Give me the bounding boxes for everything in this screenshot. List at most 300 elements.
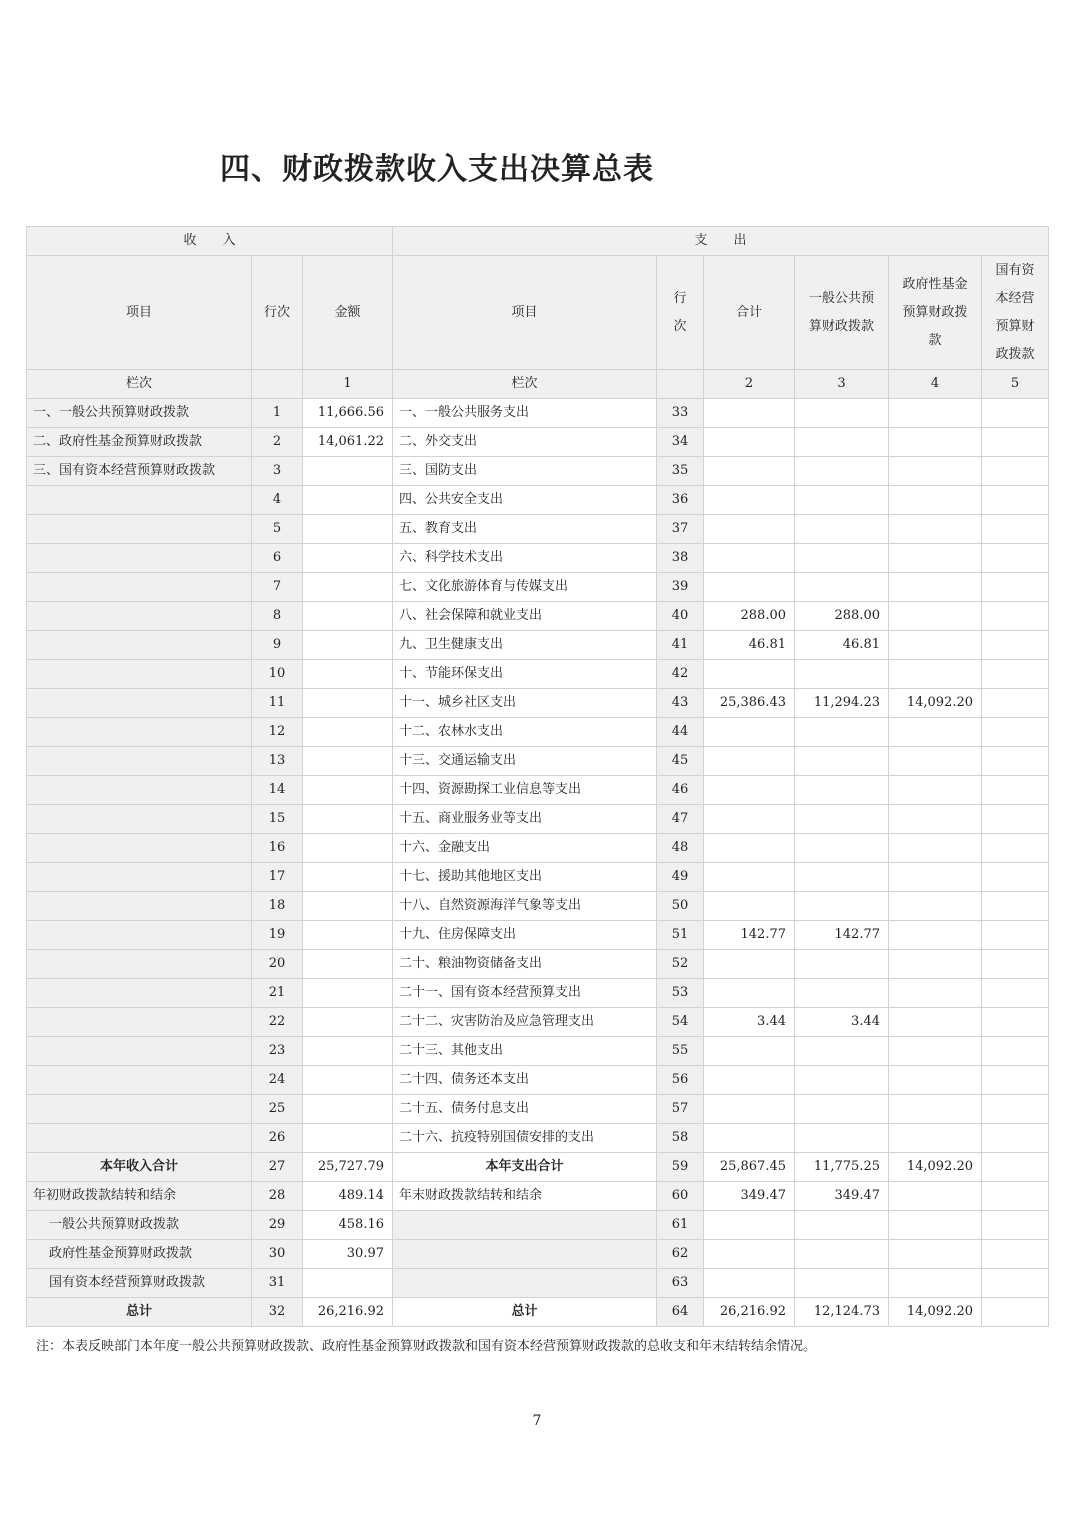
- table-footnote: 注：本表反映部门本年度一般公共预算财政拨款、政府性基金预算财政拨款和国有资本经营预算财政拨款的总收支和年末结转结余情况。: [36, 1339, 817, 1354]
- expense-item-cell: 七、文化旅游体育与传媒支出: [393, 573, 657, 602]
- expense-item-cell: [393, 1269, 657, 1298]
- gov-fund-amount-cell: [889, 1066, 982, 1095]
- income-item-cell: 本年收入合计: [27, 1153, 252, 1182]
- expense-total-cell: [704, 515, 795, 544]
- general-budget-amount-cell: 349.47: [795, 1182, 889, 1211]
- income-amount-cell: [303, 1037, 393, 1066]
- expense-total-cell: [704, 805, 795, 834]
- income-line-cell: 9: [252, 631, 303, 660]
- state-capital-amount-cell: [982, 486, 1049, 515]
- gov-fund-amount-cell: [889, 1008, 982, 1037]
- state-capital-amount-cell: [982, 428, 1049, 457]
- table-row: [27, 486, 1049, 515]
- income-amount-cell: [303, 544, 393, 573]
- gov-fund-amount-cell: [889, 631, 982, 660]
- gov-fund-amount-cell: [889, 428, 982, 457]
- income-amount-cell: [303, 805, 393, 834]
- income-amount-cell: [303, 1066, 393, 1095]
- general-budget-amount-cell: 3.44: [795, 1008, 889, 1037]
- income-amount-cell: [303, 776, 393, 805]
- expense-line-cell: 48: [657, 834, 704, 863]
- state-capital-amount-cell: [982, 515, 1049, 544]
- general-budget-amount-cell: [795, 834, 889, 863]
- expense-total-cell: [704, 892, 795, 921]
- general-budget-amount-cell: [795, 718, 889, 747]
- expense-total-cell: [704, 428, 795, 457]
- expense-total-cell: [704, 573, 795, 602]
- expense-item-header: 项目: [393, 256, 657, 370]
- state-capital-amount-cell: [982, 1269, 1049, 1298]
- expense-line-cell: 42: [657, 660, 704, 689]
- gov-fund-amount-cell: 14,092.20: [889, 1153, 982, 1182]
- gov-fund-amount-cell: [889, 1269, 982, 1298]
- column-index-label: 栏次: [27, 370, 252, 399]
- general-budget-amount-cell: [795, 1124, 889, 1153]
- table-row: [27, 950, 1049, 979]
- expense-line-cell: 43: [657, 689, 704, 718]
- expense-item-cell: 十九、住房保障支出: [393, 921, 657, 950]
- expense-total-cell: [704, 834, 795, 863]
- expense-line-cell: 64: [657, 1298, 704, 1327]
- expense-total-cell: [704, 747, 795, 776]
- expense-total-cell: 288.00: [704, 602, 795, 631]
- income-item-cell: [27, 892, 252, 921]
- expense-item-cell: 十六、金融支出: [393, 834, 657, 863]
- income-item-cell: [27, 1008, 252, 1037]
- income-line-cell: 2: [252, 428, 303, 457]
- income-item-cell: [27, 718, 252, 747]
- state-capital-amount-cell: [982, 573, 1049, 602]
- general-budget-amount-cell: [795, 399, 889, 428]
- income-line-cell: 27: [252, 1153, 303, 1182]
- general-budget-amount-cell: [795, 1240, 889, 1269]
- income-amount-cell: 26,216.92: [303, 1298, 393, 1327]
- expense-item-cell: 十八、自然资源海洋气象等支出: [393, 892, 657, 921]
- income-line-cell: 31: [252, 1269, 303, 1298]
- expense-total-header: 合计: [704, 256, 795, 370]
- general-budget-amount-cell: [795, 1269, 889, 1298]
- header-row-column-index: [27, 370, 1049, 399]
- expense-total-cell: [704, 457, 795, 486]
- income-amount-cell: [303, 747, 393, 776]
- expense-total-cell: [704, 718, 795, 747]
- income-line-cell: 6: [252, 544, 303, 573]
- income-line-cell: 10: [252, 660, 303, 689]
- income-item-cell: [27, 602, 252, 631]
- general-budget-amount-cell: [795, 776, 889, 805]
- general-budget-amount-cell: [795, 1066, 889, 1095]
- expense-line-cell: 33: [657, 399, 704, 428]
- income-amount-cell: [303, 1008, 393, 1037]
- gov-fund-amount-cell: [889, 863, 982, 892]
- expense-line-cell: 62: [657, 1240, 704, 1269]
- income-line-cell: 29: [252, 1211, 303, 1240]
- income-line-cell: 21: [252, 979, 303, 1008]
- state-capital-amount-cell: [982, 747, 1049, 776]
- state-capital-amount-cell: [982, 921, 1049, 950]
- general-budget-amount-cell: 288.00: [795, 602, 889, 631]
- income-amount-cell: [303, 602, 393, 631]
- state-capital-amount-cell: [982, 1095, 1049, 1124]
- table-row: [27, 457, 1049, 486]
- income-amount-cell: [303, 515, 393, 544]
- table-row: [27, 1124, 1049, 1153]
- expense-section-header: 支 出: [393, 227, 1049, 256]
- expense-line-cell: 58: [657, 1124, 704, 1153]
- state-capital-amount-cell: [982, 1240, 1049, 1269]
- header-row-columns: [27, 256, 1049, 370]
- income-line-cell: 13: [252, 747, 303, 776]
- state-capital-amount-cell: [982, 689, 1049, 718]
- gov-fund-amount-cell: [889, 1124, 982, 1153]
- gov-fund-amount-cell: [889, 747, 982, 776]
- income-item-cell: [27, 747, 252, 776]
- state-capital-amount-cell: [982, 834, 1049, 863]
- income-line-cell: 11: [252, 689, 303, 718]
- income-amount-cell: [303, 921, 393, 950]
- income-amount-cell: 489.14: [303, 1182, 393, 1211]
- expense-total-cell: [704, 863, 795, 892]
- gov-fund-amount-cell: [889, 776, 982, 805]
- general-budget-amount-cell: 12,124.73: [795, 1298, 889, 1327]
- table-row: [27, 1037, 1049, 1066]
- expense-item-cell: 十三、交通运输支出: [393, 747, 657, 776]
- expense-line-cell: 37: [657, 515, 704, 544]
- gov-fund-amount-cell: [889, 1240, 982, 1269]
- expense-total-cell: 349.47: [704, 1182, 795, 1211]
- table-row: [27, 1066, 1049, 1095]
- income-item-cell: [27, 776, 252, 805]
- gov-fund-amount-cell: [889, 399, 982, 428]
- income-line-cell: 24: [252, 1066, 303, 1095]
- income-amount-cell: [303, 863, 393, 892]
- income-amount-cell: [303, 950, 393, 979]
- expense-total-cell: [704, 1240, 795, 1269]
- expense-total-cell: [704, 1269, 795, 1298]
- table-row: [27, 863, 1049, 892]
- income-item-header: 项目: [27, 256, 252, 370]
- gov-fund-amount-cell: [889, 544, 982, 573]
- gov-fund-amount-cell: [889, 1211, 982, 1240]
- income-item-cell: [27, 834, 252, 863]
- expense-line-cell: 40: [657, 602, 704, 631]
- column-index-4: 4: [889, 370, 982, 399]
- state-capital-amount-cell: [982, 1008, 1049, 1037]
- table-row: [27, 573, 1049, 602]
- general-budget-amount-cell: [795, 979, 889, 1008]
- income-item-cell: 一般公共预算财政拨款: [27, 1211, 252, 1240]
- income-amount-cell: [303, 979, 393, 1008]
- table-row: [27, 805, 1049, 834]
- table-row: [27, 1095, 1049, 1124]
- column-index-blank: [252, 370, 303, 399]
- table-row: [27, 892, 1049, 921]
- income-item-cell: [27, 573, 252, 602]
- gov-fund-amount-cell: [889, 1095, 982, 1124]
- income-amount-cell: [303, 892, 393, 921]
- general-budget-amount-cell: [795, 1095, 889, 1124]
- state-capital-header: 国有资本经营预算财政拨款: [982, 256, 1049, 370]
- income-amount-cell: 14,061.22: [303, 428, 393, 457]
- gov-fund-amount-cell: 14,092.20: [889, 689, 982, 718]
- gov-fund-header: 政府性基金预算财政拨款: [889, 256, 982, 370]
- income-item-cell: [27, 544, 252, 573]
- expense-item-cell: 二十三、其他支出: [393, 1037, 657, 1066]
- gov-fund-amount-cell: [889, 457, 982, 486]
- expense-line-cell: 35: [657, 457, 704, 486]
- table-row: [27, 631, 1049, 660]
- expense-item-cell: 十五、商业服务业等支出: [393, 805, 657, 834]
- expense-item-cell: 二十、粮油物资储备支出: [393, 950, 657, 979]
- expense-item-cell: 本年支出合计: [393, 1153, 657, 1182]
- subtotal-row: [27, 1153, 1049, 1182]
- state-capital-amount-cell: [982, 602, 1049, 631]
- general-budget-amount-cell: [795, 457, 889, 486]
- gov-fund-amount-cell: [889, 660, 982, 689]
- expense-total-cell: [704, 1066, 795, 1095]
- income-amount-cell: [303, 631, 393, 660]
- column-index-blank-expense: [657, 370, 704, 399]
- general-budget-amount-cell: 142.77: [795, 921, 889, 950]
- income-line-cell: 1: [252, 399, 303, 428]
- expense-item-cell: 六、科学技术支出: [393, 544, 657, 573]
- state-capital-amount-cell: [982, 457, 1049, 486]
- income-section-header: 收 入: [27, 227, 393, 256]
- expense-total-cell: [704, 399, 795, 428]
- income-item-cell: [27, 486, 252, 515]
- general-budget-header: 一般公共预算财政拨款: [795, 256, 889, 370]
- state-capital-amount-cell: [982, 776, 1049, 805]
- grand-total-row: [27, 1298, 1049, 1327]
- expense-item-cell: [393, 1240, 657, 1269]
- general-budget-amount-cell: [795, 1037, 889, 1066]
- income-line-cell: 22: [252, 1008, 303, 1037]
- expense-item-cell: 八、社会保障和就业支出: [393, 602, 657, 631]
- expense-total-cell: [704, 1037, 795, 1066]
- table-row: [27, 1211, 1049, 1240]
- income-amount-cell: 458.16: [303, 1211, 393, 1240]
- fiscal-appropriation-table: [26, 226, 1049, 1327]
- general-budget-amount-cell: [795, 660, 889, 689]
- expense-item-cell: 年末财政拨款结转和结余: [393, 1182, 657, 1211]
- expense-item-cell: 二十四、债务还本支出: [393, 1066, 657, 1095]
- general-budget-amount-cell: 11,775.25: [795, 1153, 889, 1182]
- expense-item-cell: 四、公共安全支出: [393, 486, 657, 515]
- income-amount-cell: [303, 718, 393, 747]
- income-line-cell: 17: [252, 863, 303, 892]
- income-line-cell: 23: [252, 1037, 303, 1066]
- income-line-cell: 5: [252, 515, 303, 544]
- expense-item-cell: 一、一般公共服务支出: [393, 399, 657, 428]
- state-capital-amount-cell: [982, 1153, 1049, 1182]
- expense-line-cell: 54: [657, 1008, 704, 1037]
- general-budget-amount-cell: [795, 805, 889, 834]
- income-line-cell: 28: [252, 1182, 303, 1211]
- general-budget-amount-cell: [795, 747, 889, 776]
- expense-item-cell: 三、国防支出: [393, 457, 657, 486]
- table-row: [27, 834, 1049, 863]
- general-budget-amount-cell: 11,294.23: [795, 689, 889, 718]
- table-row: [27, 1269, 1049, 1298]
- expense-total-cell: [704, 1095, 795, 1124]
- income-line-cell: 8: [252, 602, 303, 631]
- expense-item-cell: 二十一、国有资本经营预算支出: [393, 979, 657, 1008]
- expense-item-cell: 二十五、债务付息支出: [393, 1095, 657, 1124]
- income-item-cell: [27, 979, 252, 1008]
- expense-line-cell: 52: [657, 950, 704, 979]
- state-capital-amount-cell: [982, 1124, 1049, 1153]
- state-capital-amount-cell: [982, 399, 1049, 428]
- income-line-cell: 30: [252, 1240, 303, 1269]
- gov-fund-amount-cell: 14,092.20: [889, 1298, 982, 1327]
- state-capital-amount-cell: [982, 892, 1049, 921]
- expense-line-cell: 41: [657, 631, 704, 660]
- income-line-header: 行次: [252, 256, 303, 370]
- expense-line-cell: 38: [657, 544, 704, 573]
- income-line-cell: 16: [252, 834, 303, 863]
- income-item-cell: 总计: [27, 1298, 252, 1327]
- income-line-cell: 7: [252, 573, 303, 602]
- expense-line-cell: 60: [657, 1182, 704, 1211]
- expense-total-cell: [704, 1124, 795, 1153]
- expense-total-cell: 46.81: [704, 631, 795, 660]
- expense-item-cell: 十二、农林水支出: [393, 718, 657, 747]
- expense-item-cell: 十四、资源勘探工业信息等支出: [393, 776, 657, 805]
- income-amount-header: 金额: [303, 256, 393, 370]
- state-capital-amount-cell: [982, 1298, 1049, 1327]
- expense-total-cell: [704, 776, 795, 805]
- income-item-cell: 政府性基金预算财政拨款: [27, 1240, 252, 1269]
- general-budget-amount-cell: [795, 515, 889, 544]
- general-budget-amount-cell: [795, 573, 889, 602]
- income-amount-cell: 30.97: [303, 1240, 393, 1269]
- income-amount-cell: [303, 573, 393, 602]
- table-row: [27, 1008, 1049, 1037]
- income-line-cell: 12: [252, 718, 303, 747]
- header-row-sections: [27, 227, 1049, 256]
- gov-fund-amount-cell: [889, 979, 982, 1008]
- general-budget-amount-cell: [795, 486, 889, 515]
- state-capital-amount-cell: [982, 1211, 1049, 1240]
- expense-total-cell: 25,386.43: [704, 689, 795, 718]
- income-item-cell: 一、一般公共预算财政拨款: [27, 399, 252, 428]
- state-capital-amount-cell: [982, 631, 1049, 660]
- expense-line-header: 行次: [657, 256, 704, 370]
- gov-fund-amount-cell: [889, 1182, 982, 1211]
- income-line-cell: 26: [252, 1124, 303, 1153]
- expense-total-cell: 142.77: [704, 921, 795, 950]
- income-amount-cell: [303, 1095, 393, 1124]
- expense-total-cell: 25,867.45: [704, 1153, 795, 1182]
- income-item-cell: [27, 1095, 252, 1124]
- expense-line-cell: 34: [657, 428, 704, 457]
- expense-total-cell: [704, 950, 795, 979]
- table-row: [27, 515, 1049, 544]
- gov-fund-amount-cell: [889, 573, 982, 602]
- gov-fund-amount-cell: [889, 486, 982, 515]
- general-budget-amount-cell: [795, 892, 889, 921]
- expense-item-cell: 二十二、灾害防治及应急管理支出: [393, 1008, 657, 1037]
- income-line-cell: 4: [252, 486, 303, 515]
- state-capital-amount-cell: [982, 805, 1049, 834]
- income-amount-cell: [303, 457, 393, 486]
- state-capital-amount-cell: [982, 660, 1049, 689]
- income-line-cell: 14: [252, 776, 303, 805]
- state-capital-amount-cell: [982, 544, 1049, 573]
- column-index-3: 3: [795, 370, 889, 399]
- table-row: [27, 718, 1049, 747]
- table-row: [27, 776, 1049, 805]
- income-amount-cell: [303, 689, 393, 718]
- column-index-5: 5: [982, 370, 1049, 399]
- state-capital-amount-cell: [982, 863, 1049, 892]
- income-line-cell: 25: [252, 1095, 303, 1124]
- expense-total-cell: [704, 486, 795, 515]
- income-item-cell: 二、政府性基金预算财政拨款: [27, 428, 252, 457]
- income-item-cell: 国有资本经营预算财政拨款: [27, 1269, 252, 1298]
- expense-line-cell: 50: [657, 892, 704, 921]
- general-budget-amount-cell: [795, 950, 889, 979]
- page-title: 四、财政拨款收入支出决算总表: [220, 152, 654, 187]
- expense-line-cell: 36: [657, 486, 704, 515]
- gov-fund-amount-cell: [889, 950, 982, 979]
- income-amount-cell: [303, 1269, 393, 1298]
- income-line-cell: 20: [252, 950, 303, 979]
- table-row: [27, 921, 1049, 950]
- table-row: [27, 544, 1049, 573]
- expense-line-cell: 59: [657, 1153, 704, 1182]
- state-capital-amount-cell: [982, 950, 1049, 979]
- gov-fund-amount-cell: [889, 718, 982, 747]
- income-item-cell: [27, 631, 252, 660]
- table-row: [27, 1240, 1049, 1269]
- expense-item-cell: 二十六、抗疫特别国债安排的支出: [393, 1124, 657, 1153]
- column-index-2: 2: [704, 370, 795, 399]
- expense-line-cell: 51: [657, 921, 704, 950]
- income-line-cell: 3: [252, 457, 303, 486]
- expense-line-cell: 49: [657, 863, 704, 892]
- expense-total-cell: [704, 1211, 795, 1240]
- table-row: [27, 428, 1049, 457]
- state-capital-amount-cell: [982, 718, 1049, 747]
- general-budget-amount-cell: [795, 544, 889, 573]
- expense-total-cell: 3.44: [704, 1008, 795, 1037]
- expense-total-cell: [704, 544, 795, 573]
- table-row: [27, 1182, 1049, 1211]
- income-amount-cell: 11,666.56: [303, 399, 393, 428]
- table-row: [27, 747, 1049, 776]
- state-capital-amount-cell: [982, 979, 1049, 1008]
- expense-line-cell: 63: [657, 1269, 704, 1298]
- table-row: [27, 689, 1049, 718]
- income-item-cell: [27, 660, 252, 689]
- income-item-cell: [27, 515, 252, 544]
- gov-fund-amount-cell: [889, 1037, 982, 1066]
- gov-fund-amount-cell: [889, 921, 982, 950]
- expense-line-cell: 46: [657, 776, 704, 805]
- expense-line-cell: 61: [657, 1211, 704, 1240]
- column-index-1: 1: [303, 370, 393, 399]
- income-item-cell: [27, 863, 252, 892]
- table-row: [27, 399, 1049, 428]
- column-index-label-expense: 栏次: [393, 370, 657, 399]
- income-item-cell: [27, 1037, 252, 1066]
- income-item-cell: [27, 950, 252, 979]
- expense-total-cell: [704, 979, 795, 1008]
- gov-fund-amount-cell: [889, 892, 982, 921]
- income-item-cell: [27, 1066, 252, 1095]
- gov-fund-amount-cell: [889, 602, 982, 631]
